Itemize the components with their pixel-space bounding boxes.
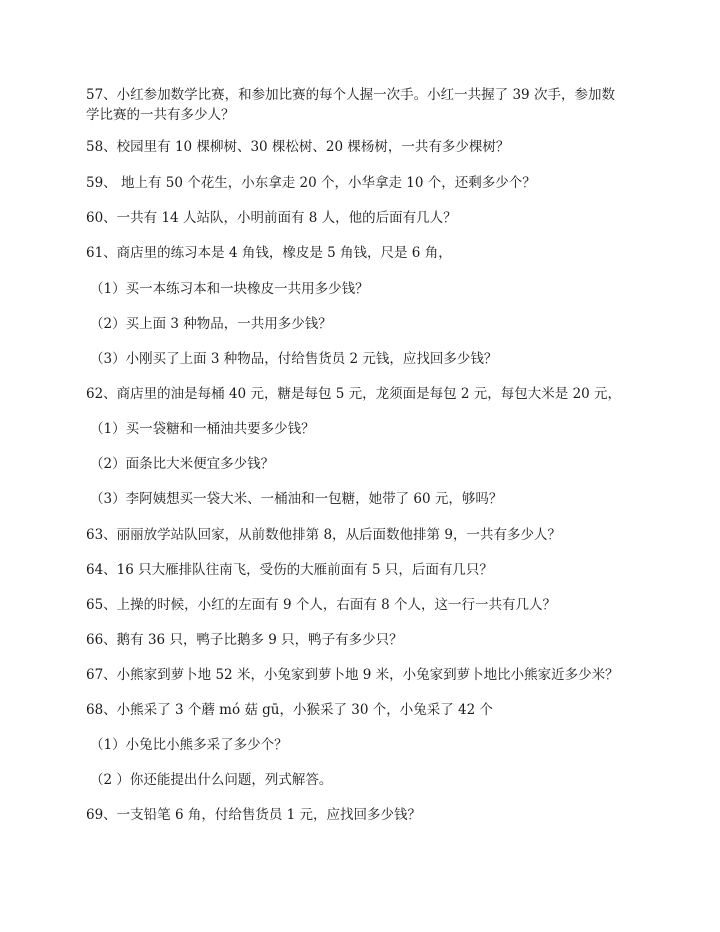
question-61-part-3: （3）小刚买了上面 3 种物品，付给售货员 2 元钱，应找回多少钱？: [90, 351, 498, 367]
question-68: 68、小熊采了 3 个蘑 mó 菇 gū，小猴采了 30 个，小兔采了 42 个: [86, 702, 494, 718]
question-62: 62、商店里的油是每桶 40 元，糖是每包 5 元，龙须面是每包 2 元，每包大米是 20 元，: [86, 386, 622, 402]
question-59: 59、 地上有 50 个花生，小东拿走 20 个，小华拿走 10 个，还剩多少个？: [86, 175, 536, 191]
question-69: 69、一支铅笔 6 角，付给售货员 1 元，应找回多少钱？: [86, 807, 422, 823]
question-62-part-3: （3）李阿姨想买一袋大米、一桶油和一包糖，她带了 60 元，够吗？: [90, 491, 503, 507]
question-64: 64、16 只大雁排队往南飞，受伤的大雁前面有 5 只，后面有几只？: [86, 562, 493, 578]
question-61-part-1: （1）买一本练习本和一块橡皮一共用多少钱？: [90, 281, 369, 297]
question-62-part-2: （2）面条比大米便宜多少钱？: [90, 456, 275, 472]
question-57-line-2: 学比赛的一共有多少人？: [86, 107, 235, 123]
question-65: 65、上操的时候，小红的左面有 9 个人，右面有 8 个人，这一行一共有几人？: [86, 597, 557, 613]
question-66: 66、鹅有 36 只，鸭子比鹅多 9 只，鸭子有多少只？: [86, 632, 403, 648]
question-60: 60、一共有 14 人站队，小明前面有 8 人，他的后面有几人？: [86, 210, 457, 226]
question-57-line-1: 57、小红参加数学比赛，和参加比赛的每个人握一次手。小红一共握了 39 次手，参加数: [86, 87, 615, 103]
question-61: 61、商店里的练习本是 4 角钱，橡皮是 5 角钱，尺是 6 角，: [86, 245, 452, 261]
question-62-part-1: （1）买一袋糖和一桶油共要多少钱？: [90, 421, 315, 437]
question-68-part-1: （1）小兔比小熊多采了多少个？: [90, 737, 288, 753]
question-61-part-2: （2）买上面 3 种物品，一共用多少钱？: [90, 316, 332, 332]
question-58: 58、校园里有 10 棵柳树、30 棵松树、20 棵杨树，一共有多少棵树？: [86, 139, 510, 155]
question-68-part-2: （2 ）你还能提出什么问题，列式解答。: [90, 772, 333, 788]
question-63: 63、丽丽放学站队回家，从前数他排第 8，从后面数他排第 9，一共有多少人？: [86, 527, 561, 543]
question-67: 67、小熊家到萝卜地 52 米，小兔家到萝卜地 9 米，小兔家到萝卜地比小熊家近多少米？: [86, 667, 619, 683]
